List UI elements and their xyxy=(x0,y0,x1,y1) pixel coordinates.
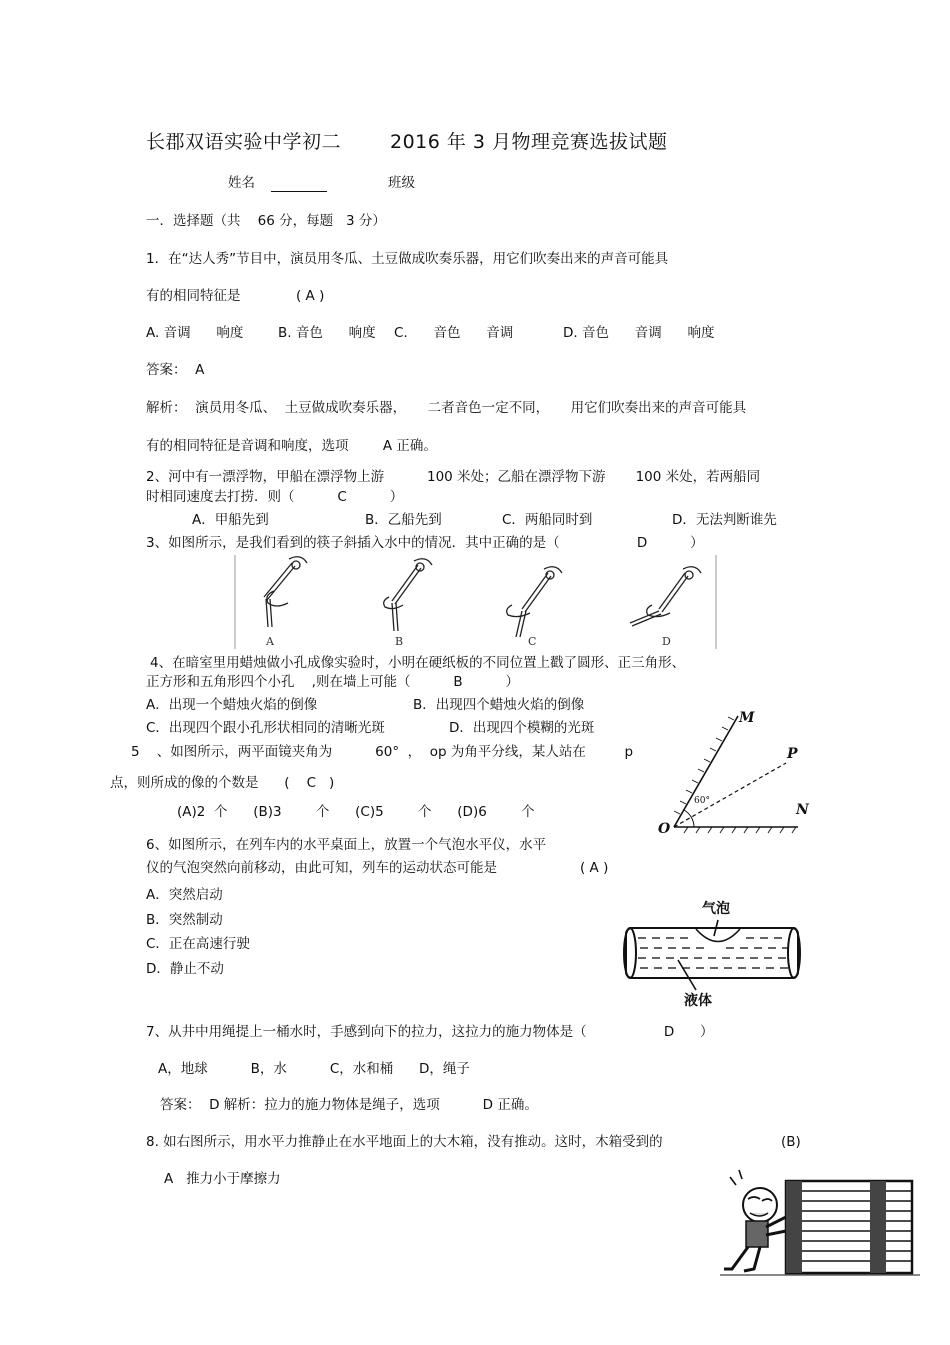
chopstick-label-b: B xyxy=(395,635,404,648)
mirror-angle-figure xyxy=(648,708,820,838)
liquid-label: 液体 xyxy=(684,993,712,1009)
q1-answer-mark: ( A ) xyxy=(296,288,325,304)
q3-line1: 3、如图所示，是我们看到的筷子斜插入水中的情况．其中正确的是（ D ） xyxy=(146,535,704,551)
q4-option-c: C．出现四个跟小孔形状相同的清晰光斑 xyxy=(146,720,385,736)
q1-option-a: A. 音调 响度 xyxy=(146,325,244,341)
section-heading: 一．选择题（共 66 分，每题 3 分） xyxy=(146,213,386,229)
class-label: 班级 xyxy=(388,175,415,191)
mirror-label-p: P xyxy=(787,746,798,762)
q2-option-b: B．乙船先到 xyxy=(365,512,442,528)
page-title-left: 长郡双语实验中学初二 xyxy=(146,131,342,153)
q6-option-c: C．正在高速行驶 xyxy=(146,936,250,952)
q1-option-d: D. 音色 音调 响度 xyxy=(563,325,715,341)
mirror-angle-label: 60° xyxy=(694,796,710,806)
chopstick-label-d: D xyxy=(662,635,671,648)
q5-options: (A)2 个 (B)3 个 (C)5 个 (D)6 个 xyxy=(177,804,535,820)
q1-line1: 1．在“达人秀”节目中，演员用冬瓜、土豆做成吹奏乐器，用它们吹奏出来的声音可能具 xyxy=(146,251,669,267)
q2-option-a: A．甲船先到 xyxy=(192,512,269,528)
q1-analysis-line2: 有的相同特征是音调和响度，选项 A 正确。 xyxy=(146,438,437,454)
q7-options: A，地球 B，水 C，水和桶 D，绳子 xyxy=(158,1061,470,1077)
chopstick-label-a: A xyxy=(266,635,274,648)
q1-line2: 有的相同特征是 xyxy=(146,288,241,304)
q2-line2: 时相同速度去打捞．则（ C ） xyxy=(146,489,404,505)
q6-option-b: B．突然制动 xyxy=(146,912,223,928)
q4-line1: 4、在暗室里用蜡烛做小孔成像实验时，小明在硬纸板的不同位置上戳了圆形、正三角形、 xyxy=(150,655,686,671)
q1-analysis-line1: 解析： 演员用冬瓜、 土豆做成吹奏乐器， 二者音色一定不同， 用它们吹奏出来的声音可能具 xyxy=(146,400,747,416)
bubble-label: 气泡 xyxy=(702,901,730,917)
page-title-right: 2016 年 3 月物理竞赛选拔试题 xyxy=(390,131,668,153)
q7-answer: 答案： D 解析：拉力的施力物体是绳子，选项 D 正确。 xyxy=(160,1097,538,1113)
chopsticks-figure xyxy=(234,553,718,649)
q4-option-a: A．出现一个蜡烛火焰的倒像 xyxy=(146,697,318,713)
q6-line1: 6、如图所示，在列车内的水平桌面上，放置一个气泡水平仪，水平 xyxy=(146,837,547,853)
mirror-label-m: M xyxy=(739,710,755,726)
q2-option-d: D．无法判断谁先 xyxy=(672,512,777,528)
q6-line2: 仪的气泡突然向前移动，由此可知，列车的运动状态可能是 xyxy=(146,860,497,876)
chopstick-a-diagram xyxy=(264,557,307,627)
q1-option-b: B. 音色 响度 xyxy=(278,325,376,341)
chopstick-c-diagram xyxy=(507,567,562,637)
q8-line1: 8. 如右图所示，用水平力推静止在水平地面上的大木箱，没有推动。这时，木箱受到的 xyxy=(146,1134,663,1150)
chopstick-d-diagram xyxy=(630,567,701,626)
name-label: 姓名 xyxy=(228,175,255,191)
q2-option-c: C．两船同时到 xyxy=(502,512,593,528)
q5-line1: 5 、如图所示，两平面镜夹角为 60° ， op 为角平分线，某人站在 p xyxy=(131,744,634,760)
q1-answer: 答案： A xyxy=(146,362,205,378)
q4-option-d: D．出现四个模糊的光斑 xyxy=(449,720,595,736)
q6-answer-mark: ( A ) xyxy=(580,860,609,876)
q7-line1: 7、从井中用绳提上一桶水时，手感到向下的拉力，这拉力的施力物体是（ D ） xyxy=(146,1024,714,1040)
q2-line1: 2、河中有一漂浮物，甲船在漂浮物上游 100 米处；乙船在漂浮物下游 100 米处，若两船同 xyxy=(146,469,761,485)
chopstick-label-c: C xyxy=(528,635,537,648)
chopstick-b-diagram xyxy=(384,559,432,631)
mirror-label-o: O xyxy=(658,821,671,837)
name-blank xyxy=(271,191,327,192)
q8-option-a: A 推力小于摩擦力 xyxy=(164,1171,281,1187)
q6-option-d: D．静止不动 xyxy=(146,961,224,977)
mirror-label-n: N xyxy=(796,802,809,818)
q8-answer-mark: (B) xyxy=(781,1134,801,1150)
push-crate-figure xyxy=(720,1165,920,1283)
bubble-level-figure xyxy=(618,894,808,1012)
q5-line2: 点，则所成的像的个数是 ( C ) xyxy=(110,775,335,791)
q6-option-a: A．突然启动 xyxy=(146,887,223,903)
q4-option-b: B．出现四个蜡烛火焰的倒像 xyxy=(413,697,585,713)
q4-line2: 正方形和五角形四个小孔 ,则在墙上可能（ B ） xyxy=(146,674,520,690)
q1-option-c: C. 音色 音调 xyxy=(394,325,514,341)
